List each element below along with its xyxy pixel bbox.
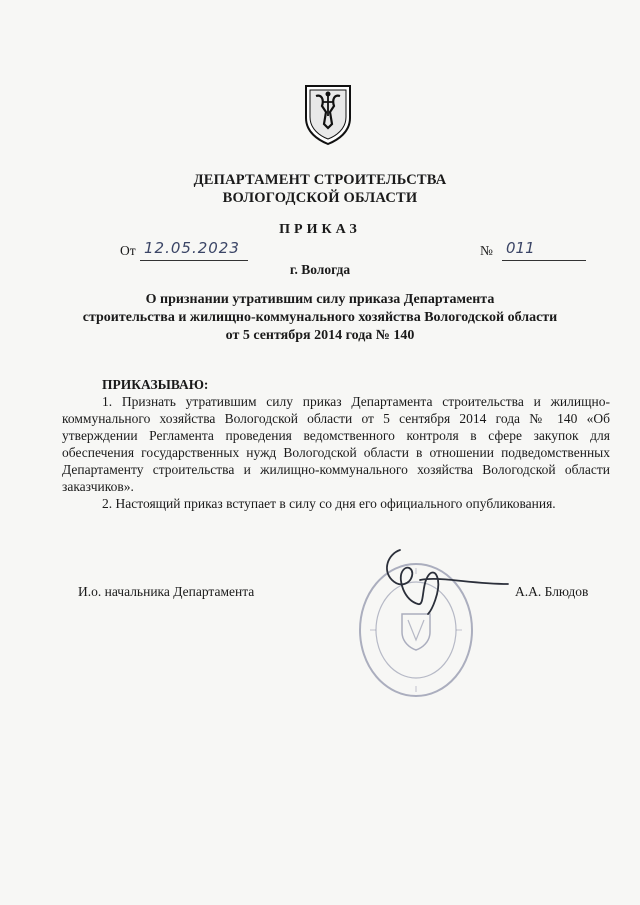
- paragraph-1: 1. Признать утратившим силу приказ Департамента строительства и жилищно-коммунального хозяйства Вологодской области от 5 сентября 2014 года № 140 «Об утверждении Регламента проведения ведомственного контроля в сфере закупок для обеспечения государственных нужд Вологодской области в отношении подведомственных Департаменту строительства и жилищно-коммунального хозяйства Вологодской области заказчиков».: [62, 394, 610, 494]
- handwritten-signature-icon: [360, 540, 510, 620]
- number-field: [502, 240, 586, 261]
- order-word: ПРИКАЗЫВАЮ:: [102, 377, 209, 392]
- city: г. Вологда: [289, 262, 351, 277]
- signatory-position: И.о. начальника Департамента: [78, 584, 255, 599]
- organization-name-line1: ДЕПАРТАМЕНТ СТРОИТЕЛЬСТВА: [193, 172, 447, 188]
- title-line3: от 5 сентября 2014 года № 140: [225, 328, 415, 343]
- title-line1: О признании утратившим силу приказа Департамента: [145, 292, 495, 307]
- document-title: [60, 291, 580, 345]
- number-value: 011: [506, 239, 535, 257]
- number-label: №: [480, 243, 493, 258]
- document-body: [62, 376, 610, 512]
- date-value: 12.05.2023: [144, 239, 240, 257]
- signatory-name: А.А. Блюдов: [515, 584, 589, 599]
- date-field: [140, 240, 248, 261]
- coat-of-arms-icon: [302, 82, 354, 146]
- title-line2: строительства и жилищно-коммунального хозяйства Вологодской области: [82, 310, 558, 325]
- paragraph-2: 2. Настоящий приказ вступает в силу со дня его официального опубликования.: [102, 496, 556, 511]
- organization-name-line2: ВОЛОГОДСКОЙ ОБЛАСТИ: [222, 190, 418, 206]
- date-number-row: [0, 240, 640, 264]
- document-type: ПРИКАЗ: [279, 222, 361, 237]
- date-label: От: [120, 243, 136, 258]
